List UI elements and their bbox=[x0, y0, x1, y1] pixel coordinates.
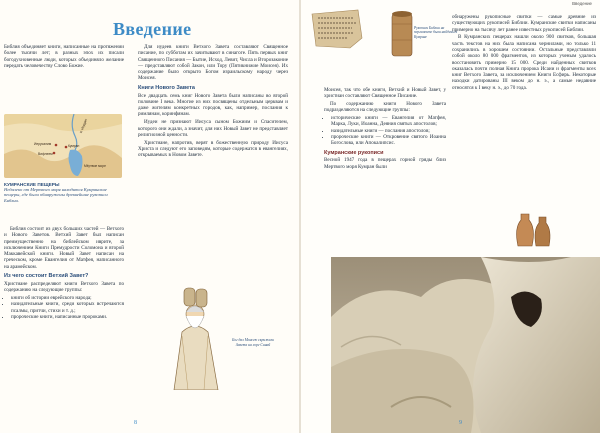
torah-paragraph: Для иудеев книги Ветхого Завета составляют Священное писание, по субботам их зачитывают в синагоге. Пять первых книг Священного Писания — Бытие, Исход, Левит, Числа и Второзаконие — представляют собой Закон, или Тору (Пятикнижие Моисея). Их содержание было открыто Богом израильскому народу через Моисея. bbox=[138, 44, 288, 82]
ot-list bbox=[4, 295, 124, 320]
page-title: Введение bbox=[113, 19, 192, 39]
nt-heading: Книги Нового Завета bbox=[138, 84, 195, 91]
moses-caption: Бог дал Моисею скрижали Завета на горе Синай bbox=[232, 338, 274, 347]
map-label-jerusalem: Иерусалим bbox=[34, 142, 52, 146]
amphora-drawing bbox=[512, 206, 556, 248]
moses-illustration bbox=[164, 286, 226, 390]
nt-groups-item: • пророческие книги — Откровение святого Иоанна Богослова, или Апокалипсис. bbox=[331, 134, 446, 147]
qumran-caves-drawing bbox=[331, 257, 600, 433]
map-label-bethlehem: Вифлеем bbox=[38, 152, 53, 156]
left-page bbox=[0, 0, 299, 433]
nt-groups-item: • назидательные книги — послания апостолов; bbox=[331, 128, 446, 134]
map-caption-text: Недалеко от Мертвого моря находится Кумранские пещеры, где были обнаружены древнейшие рукописи Библии. bbox=[4, 187, 108, 203]
running-head: Введение bbox=[572, 1, 592, 6]
two-parts-paragraph: Библия состоит из двух больших частей — Ветхого и Нового Заветов. Ветхий Завет был написан преимущественно на библейском иврите, за исключением Книги Премудрости Соломона и второй Маккавейской книги. Новый Завет написан на греческом, кроме Евангелия от Матфея, написанного на арамейском. bbox=[4, 226, 124, 270]
left-column-1 bbox=[4, 44, 124, 71]
ot-list-item: • пророческие книги, написанные пророками. bbox=[11, 314, 124, 320]
scroll-fragment-image bbox=[310, 8, 364, 50]
moses-drawing bbox=[164, 286, 226, 390]
qumran-details: В Кумранских пещерах нашли около 900 свитков, большая часть текстов на них была написана чернилами, но только 11 сохранились в хорошем состоянии. Остальные представляли собой около 80 000 фрагментов, из которых ученым удалось восстановить примерно 15 000. Среди найденных свитков оказалась почти полная Книга пророка Исаии и фрагменты всех книг Ветхого Завета, за исключением Книги Есфирь. Некоторые находки датированы III веком до н. э., а самые недавние относятся к I веку н. э., до 70 года. bbox=[452, 34, 596, 91]
jar-drawing bbox=[389, 10, 415, 58]
jar-image bbox=[389, 10, 415, 58]
continuation-paragraph: Моисея, так что обе книги, Ветхий и Новый Завет, у христиан составляют Священное Писание. bbox=[324, 87, 446, 100]
qumran-heading: Кумранские рукописи bbox=[324, 149, 384, 156]
amphora-image bbox=[512, 206, 556, 248]
ot-list-item: • книги об истории еврейского народа; bbox=[11, 295, 124, 301]
right-column-2 bbox=[452, 14, 596, 93]
ot-heading: Из чего состоит Ветхий Завет? bbox=[4, 273, 89, 280]
map-label-dead-sea: Мёртвое море bbox=[84, 164, 106, 168]
nt-paragraph-3: Христиане, напротив, верят в божественную природу Иисуса Христа и следуют его заповедям, которые содержатся в евангелиях, открываемых в Новом Завете. bbox=[138, 139, 288, 159]
map-caption bbox=[4, 182, 122, 203]
nt-paragraph-2: Иудеи не признают Иисуса сыном Божиим и Спасителем, которого они ждали, а значит, для них Новый Завет не представляет религиозной ценности. bbox=[138, 119, 288, 138]
map-caption-title: КУМРАНСКИЕ ПЕЩЕРЫ bbox=[4, 182, 60, 187]
qumran-caves-photo bbox=[331, 257, 600, 433]
map-label-jordan: Р. Иордан bbox=[79, 118, 88, 134]
scroll-fragment-drawing bbox=[310, 8, 364, 50]
ot-list-item: • назидательные книги, среди которых встречаются псалмы, притчи, стихи и т. д.; bbox=[11, 301, 124, 314]
qumran-paragraph: Весной 1947 года в пещерах горной гряды близ Мертвого моря Кумран были bbox=[324, 157, 446, 170]
left-column-1-lower bbox=[4, 226, 124, 322]
right-column-1 bbox=[324, 87, 446, 172]
intro-paragraph: Библия объединяет книги, написанные на протяжении более тысячи лет; в разных эпох их писали богодухновенные люди, которых объединяло желание передать человечеству Слово Божие. bbox=[4, 44, 124, 69]
nt-paragraph-1: Все двадцать семь книг Нового Завета были написаны во второй половине I века. Многие из них посвящены отдельным церквам и даже жителям конкретных городов, как, например, послания к римлянам, коринфянам. bbox=[138, 92, 288, 118]
jar-caption: Рукописи Библии на пергаменте были найдены в Кумране bbox=[414, 26, 458, 39]
map-label-qumran: Кумран bbox=[68, 144, 80, 148]
page-number-left: 8 bbox=[134, 420, 137, 426]
left-column-2 bbox=[138, 44, 288, 160]
map-illustration bbox=[4, 114, 122, 178]
page-number-right: 9 bbox=[459, 420, 462, 426]
right-page bbox=[301, 0, 600, 433]
qumran-continuation: обнаружены рукописные свитки — самые древние из существующих рукописей Библии. Кумранские свитки написаны примерно на тысячу лет ранее известных рукописей Библии. bbox=[452, 14, 596, 33]
nt-groups-list bbox=[324, 115, 446, 146]
nt-groups-item: • исторические книги — Евангелия от Матфея, Марка, Луки, Иоанна, Деяния святых апостолов; bbox=[331, 115, 446, 128]
map-dead-sea-region bbox=[4, 114, 122, 178]
ot-text: Христиане распределяют книги Ветхого Завета по содержанию на следующие группы: bbox=[4, 280, 124, 294]
nt-groups-intro: По содержанию книги Нового Завета подразделяются на следующие группы: bbox=[324, 101, 446, 114]
